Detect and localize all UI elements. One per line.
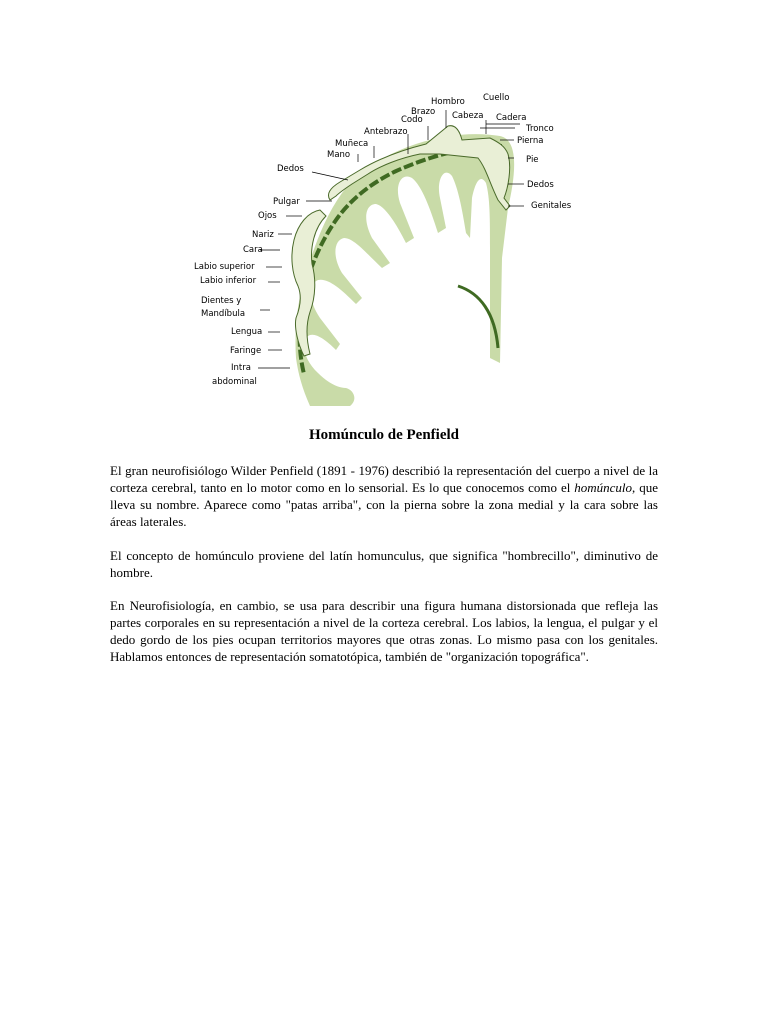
label-dedos-pie: Dedos — [527, 180, 554, 190]
label-pie: Pie — [526, 155, 539, 165]
label-antebrazo: Antebrazo — [364, 127, 408, 137]
label-brazo: Brazo — [411, 107, 436, 117]
label-dientes: Dientes y — [201, 296, 242, 306]
label-muneca: Muñeca — [335, 139, 369, 149]
label-cadera: Cadera — [496, 113, 527, 123]
label-cabeza: Cabeza — [452, 111, 484, 121]
label-cara: Cara — [243, 245, 263, 255]
label-codo: Codo — [401, 115, 423, 125]
paragraph-3: En Neurofisiología, en cambio, se usa para describir una figura humana distorsionada que refleja las partes corporales en su representación a nivel de la corteza cerebral. Los labios, la lengua, el pulgar y el dedo gordo de los pies ocupan territorios mayores que otras zonas. Lo mismo pasa con los genitales. Hablamos entonces de representación somatotópica, también de "organización topográfica". — [110, 598, 658, 664]
label-labio-inferior: Labio inferior — [200, 276, 257, 286]
label-tronco: Tronco — [526, 124, 554, 134]
paragraph-1 — [110, 462, 658, 530]
paragraph-2: El concepto de homúnculo proviene del latín homunculus, que significa "hombrecillo", diminutivo de hombre. — [110, 548, 658, 580]
label-cuello: Cuello — [483, 93, 510, 103]
label-ojos: Ojos — [258, 211, 277, 221]
label-genitales: Genitales — [531, 201, 572, 211]
label-faringe: Faringe — [230, 346, 262, 356]
label-labio-superior: Labio superior — [194, 262, 255, 272]
label-dedos-mano: Dedos — [277, 164, 304, 174]
paragraph-1-text-b: , que lleva su nombre. Aparece como "patas arriba", con la pierna sobre la zona medial y la cara sobre las áreas laterales. — [110, 480, 658, 529]
paragraph-1-text-a: El gran neurofisiólogo Wilder Penfield (1891 - 1976) describió la representación del cuerpo a nivel de la corteza cerebral, tanto en lo motor como en lo sensorial. Es lo que conocemos como el — [110, 463, 658, 495]
cortex-section — [295, 134, 514, 406]
label-pierna: Pierna — [517, 136, 544, 146]
label-nariz: Nariz — [252, 230, 274, 240]
label-intra: Intra — [231, 363, 251, 373]
label-abdominal: abdominal — [212, 377, 257, 387]
label-hombro: Hombro — [431, 97, 465, 107]
label-mandibula: Mandíbula — [201, 309, 246, 319]
homunculo-term: homúnculo — [574, 480, 633, 495]
label-pulgar: Pulgar — [273, 197, 300, 207]
homunculus-diagram — [190, 88, 590, 410]
label-lengua: Lengua — [231, 327, 263, 337]
document-title: Homúnculo de Penfield — [308, 427, 459, 443]
label-mano: Mano — [327, 150, 351, 160]
homunculus-figure — [190, 88, 590, 410]
